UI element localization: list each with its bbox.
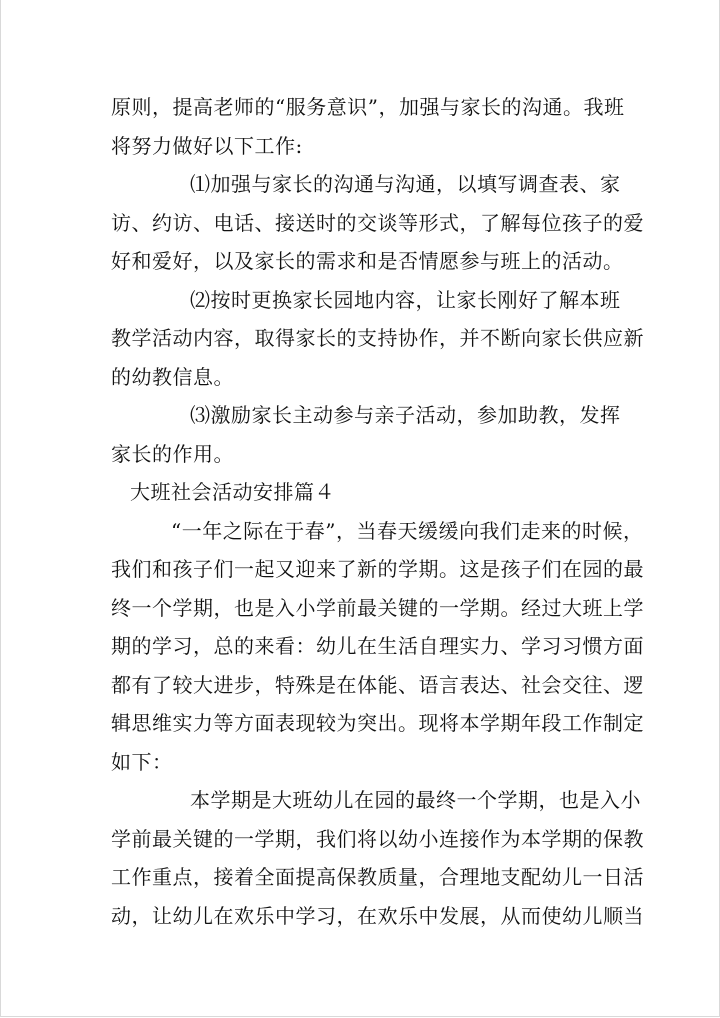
list-item-2: ⑵按时更换家长园地内容，让家长刚好了解本班 (190, 287, 621, 312)
document-body (111, 88, 644, 935)
text-line: 期的学习，总的来看：幼儿在生活自理实力、学习习惯方面 (111, 634, 644, 658)
text-line: 终一个学期，也是入小学前最关键的一学期。经过大班上学 (111, 595, 644, 620)
section-heading: 大班社会活动安排篇４ (130, 480, 335, 504)
text-line: 辑思维实力等方面表现较为突出。现将本学期年段工作制定 (111, 711, 644, 735)
text-line: 学前最关键的一学期，我们将以幼小连接作为本学期的保教 (111, 826, 644, 851)
text-line: 家长的作用。 (111, 441, 234, 466)
text-line: 工作重点，接着全面提高保教质量，合理地支配幼儿一日活 (111, 865, 644, 889)
paragraph-start: 本学期是大班幼儿在园的最终一个学期，也是入小 (190, 788, 641, 812)
text-line: 好和爱好，以及家长的需求和是否情愿参与班上的活动。 (111, 249, 624, 273)
text-line: 访、约访、电话、接送时的交谈等形式，了解每位孩子的爱 (111, 210, 644, 235)
list-item-1: ⑴加强与家长的沟通与沟通，以填写调查表、家 (190, 172, 621, 196)
text-line: 教学活动内容，取得家长的支持协作，并不断向家长供应新 (111, 326, 644, 350)
paragraph-start: “一年之际在于春”，当春天缓缓向我们走来的时候， (171, 518, 644, 543)
text-line: 将努力做好以下工作: (111, 133, 303, 158)
list-item-3: ⑶激励家长主动参与亲子活动，参加助教，发挥 (190, 403, 621, 427)
text-line: 我们和孩子们一起又迎来了新的学期。这是孩子们在园的最 (111, 557, 644, 581)
text-line: 如下： (111, 749, 173, 774)
text-line: 动，让幼儿在欢乐中学习，在欢乐中发展，从而使幼儿顺当 (111, 903, 644, 928)
text-line: 都有了较大进步，特殊是在体能、语言表达、社会交往、逻 (111, 672, 644, 697)
text-line: 的幼教信息。 (111, 364, 234, 389)
text-line: 原则，提高老师的“服务意识”，加强与家长的沟通。我班 (111, 95, 625, 119)
